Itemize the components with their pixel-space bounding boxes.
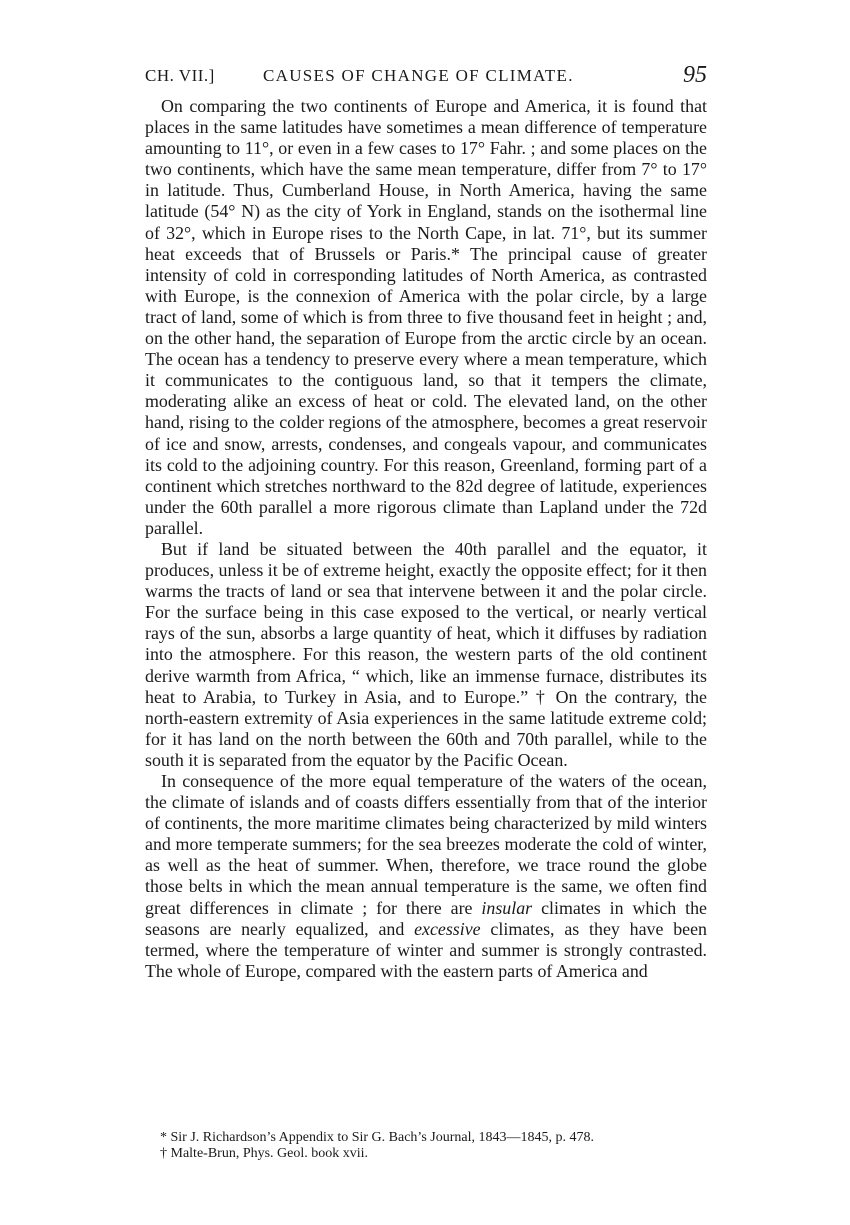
running-head xyxy=(145,62,707,92)
page-number: 95 xyxy=(683,62,707,88)
footnotes xyxy=(160,1130,707,1162)
paragraph-3-text-c: climates, as they have been termed, where the temperature of winter and summer is strongly contrasted. The whole of Europe, compared with the eastern parts of America and xyxy=(145,918,707,981)
paragraph-3-text-b: climates in which the seasons are nearly equalized, and xyxy=(145,897,707,939)
insular-term: insular xyxy=(481,897,533,918)
excessive-term: excessive xyxy=(414,918,481,939)
paragraph-3 xyxy=(145,771,707,982)
paragraph-2 xyxy=(145,539,707,771)
running-title: CAUSES OF CHANGE OF CLIMATE. xyxy=(263,66,574,85)
paragraph-3-text-a: In consequence of the more equal temperature of the waters of the ocean, the climate of islands and of coasts differs essentially from that of the interior of continents, the more maritime climates being characterized by mild winters and more temperate summers; for the sea breezes moderate the cold of winter, as well as the heat of summer. When, therefore, we trace round the globe those belts in which the mean annual temperature is the same, we often find great differences in climate ; for there are xyxy=(145,771,707,918)
footnote-1: * Sir J. Richardson’s Appendix to Sir G. Bach’s Journal, 1843—1845, p. 478. xyxy=(160,1130,594,1145)
paragraph-1 xyxy=(145,96,707,539)
chapter-label: CH. VII.] xyxy=(145,66,215,85)
body-text xyxy=(145,96,707,982)
paragraph-1-text: On comparing the two continents of Europe and America, it is found that places in the same latitudes have sometimes a mean difference of temperature amounting to 11°, or even in a few cases to 17° Fahr. ; and some places on the two continents, which have the same mean temperature, differ from 7° to 17° in latitude. Thus, Cumberland House, in North America, having the same latitude (54° N) as the city of York in England, stands on the isothermal line of 32°, which in Europe rises to the North Cape, in lat. 71°, but its summer heat exceeds that of Brussels or Paris.* The principal cause of greater intensity of cold in corresponding latitudes of North America, as contrasted with Europe, is the connexion of America with the polar circle, by a large tract of land, some of which is from three to five thousand feet in height ; and, on the other hand, the separation of Europe from the arctic circle by an ocean. The ocean has a tendency to preserve every where a mean temperature, which it communicates to the contiguous land, so that it tempers the climate, moderating alike an excess of heat or cold. The elevated land, on the other hand, rising to the colder regions of the atmosphere, becomes a great reservoir of ice and snow, arrests, condenses, and congeals vapour, and communicates its cold to the adjoining country. For this reason, Greenland, forming part of a continent which stretches northward to the 82d degree of latitude, experiences under the 60th parallel a more rigorous climate than Lapland under the 72d parallel. xyxy=(145,96,707,538)
paragraph-2-text: But if land be situated between the 40th parallel and the equator, it produces, unless it be of extreme height, exactly the opposite effect; for it then warms the tracts of land or sea that intervene between it and the polar circle. For the surface being in this case exposed to the vertical, or nearly vertical rays of the sun, absorbs a large quantity of heat, which it diffuses by radiation into the atmosphere. For this reason, the western parts of the old continent derive warmth from Africa, “ which, like an immense furnace, distributes its heat to Arabia, to Turkey in Asia, and to Europe.” † On the contrary, the north-eastern extremity of Asia experiences in the same latitude extreme cold; for it has land on the north between the 60th and 70th parallel, while to the south it is separated from the equator by the Pacific Ocean. xyxy=(145,538,707,770)
footnote-2: † Malte-Brun, Phys. Geol. book xvii. xyxy=(160,1146,369,1161)
